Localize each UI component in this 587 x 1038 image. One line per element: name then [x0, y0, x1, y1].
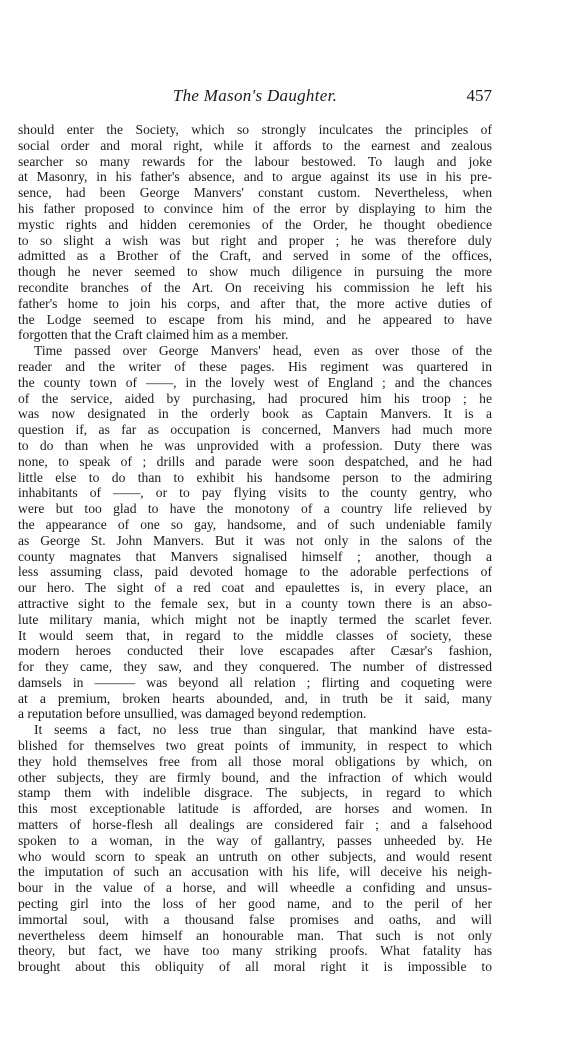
text-line: nevertheless deem himself an honourable man. That such is not only: [18, 927, 492, 943]
text-line: for they came, they saw, and they conquered. The number of distressed: [18, 659, 492, 675]
text-line: theory, but fact, we have too many striking proofs. What fatality has: [18, 943, 492, 959]
text-line: forgotten that the Craft claimed him as a member.: [18, 327, 289, 343]
text-line: attractive sight to the female sex, but in a county town there is an abso-: [18, 595, 492, 611]
text-line: It seems a fact, no less true than singular, that mankind have esta-: [34, 722, 492, 738]
text-line: were but too glad to have the monotony of a country life relieved by: [18, 501, 492, 517]
text-line: little else to do than to exhibit his handsome person to the admiring: [18, 469, 492, 485]
text-line: lute military mania, which might not be inaptly termed the scarlet fever.: [18, 611, 492, 627]
text-line: though he never seemed to show much diligence in pursuing the more: [18, 264, 492, 280]
text-line: searcher so many rewards for the labour bestowed. To laugh and joke: [18, 153, 492, 169]
text-line: less assuming class, paid devoted homage to the adorable perfections of: [18, 564, 492, 580]
text-line: they hold themselves free from all those moral obligations by which, on: [18, 753, 492, 769]
page-number: 457: [466, 86, 492, 105]
text-line: bour in the value of a horse, and will wheedle a confiding and unsus-: [18, 880, 492, 896]
text-line: immortal soul, with a thousand false promises and oaths, and will: [18, 911, 492, 927]
text-line: matters of horse-flesh all dealings are considered fair ; and a falsehood: [18, 817, 492, 833]
text-line: the imputation of such an accusation with his life, will deceive his neigh-: [18, 864, 492, 880]
text-line: at a premium, broken hearts abounded, and, in truth be it said, many: [18, 690, 492, 706]
text-line: admitted as a Brother of the Craft, and served in some of the offices,: [18, 248, 492, 264]
text-line: damsels in ——— was beyond all relation ; flirting and coqueting were: [18, 674, 492, 690]
text-line: was now designated in the orderly book as Captain Manvers. It is a: [18, 406, 492, 422]
text-line: his father proposed to convince him of the error by displaying to him the: [18, 200, 492, 216]
text-line: of the service, aided by purchasing, had procured him his troop ; he: [18, 390, 492, 406]
text-line: question if, as far as occupation is concerned, Manvers had much more: [18, 422, 492, 438]
text-line: other subjects, they are firmly bound, and the infraction of which would: [18, 769, 492, 785]
text-line: modern heroes conducted their love escapades after Cæsar's fashion,: [18, 643, 492, 659]
text-line: pecting girl into the loss of her good name, and to the peril of her: [18, 896, 492, 912]
text-line: who would scorn to speak an untruth on other subjects, and would resent: [18, 848, 492, 864]
body-text: [18, 122, 492, 975]
text-line: a reputation before unsullied, was damaged beyond redemption.: [18, 706, 367, 722]
text-line: recondite branches of the Art. On receiving his commission he left his: [18, 279, 492, 295]
text-line: social order and moral right, while it affords to the earnest and zealous: [18, 137, 492, 153]
text-line: blished for themselves two great points of immunity, in respect to which: [18, 738, 492, 754]
text-line: mystic rights and hidden ceremonies of the Order, he thought obedience: [18, 216, 492, 232]
text-line: stamp them with indelible disgrace. The subjects, in regard to which: [18, 785, 492, 801]
text-line: Time passed over George Manvers' head, even as over those of the: [34, 343, 492, 359]
text-line: to so slight a wish was but right and proper ; he was therefore duly: [18, 232, 492, 248]
text-line: as George St. John Manvers. But it was not only in the salons of the: [18, 532, 492, 548]
text-line: at Masonry, in his father's absence, and to argue against its use in his pre-: [18, 169, 492, 185]
text-line: county magnates that Manvers signalised himself ; another, though a: [18, 548, 492, 564]
text-line: sence, had been George Manvers' constant custom. Nevertheless, when: [18, 185, 492, 201]
text-line: this most exceptionable latitude is afforded, are horses and women. In: [18, 801, 492, 817]
text-line: reader and the writer of these pages. His regiment was quartered in: [18, 358, 492, 374]
text-line: our hero. The sight of a red coat and epaulettes is, in every place, an: [18, 580, 492, 596]
text-line: to do than when he was unprovided with a profession. Duty there was: [18, 437, 492, 453]
text-line: the appearance of one so gay, handsome, and of such undeniable family: [18, 516, 492, 532]
text-line: none, to speak of ; drills and parade were soon despatched, and he had: [18, 453, 492, 469]
running-title: The Mason's Daughter.: [172, 86, 338, 105]
text-line: father's home to join his corps, and after that, the more active duties of: [18, 295, 492, 311]
text-line: spoken to a woman, in the way of gallantry, passes unheeded by. He: [18, 832, 492, 848]
text-line: the Lodge seemed to escape from his mind, and he appeared to have: [18, 311, 492, 327]
page-header: [18, 86, 492, 112]
text-line: should enter the Society, which so strongly inculcates the principles of: [18, 122, 492, 137]
text-line: the county town of ——, in the lovely west of England ; and the chances: [18, 374, 492, 390]
text-line: It would seem that, in regard to the middle classes of society, these: [18, 627, 492, 643]
text-line: brought about this obliquity of all moral right it is impossible to: [18, 959, 492, 975]
text-line: inhabitants of ——, or to pay flying visits to the county gentry, who: [18, 485, 492, 501]
